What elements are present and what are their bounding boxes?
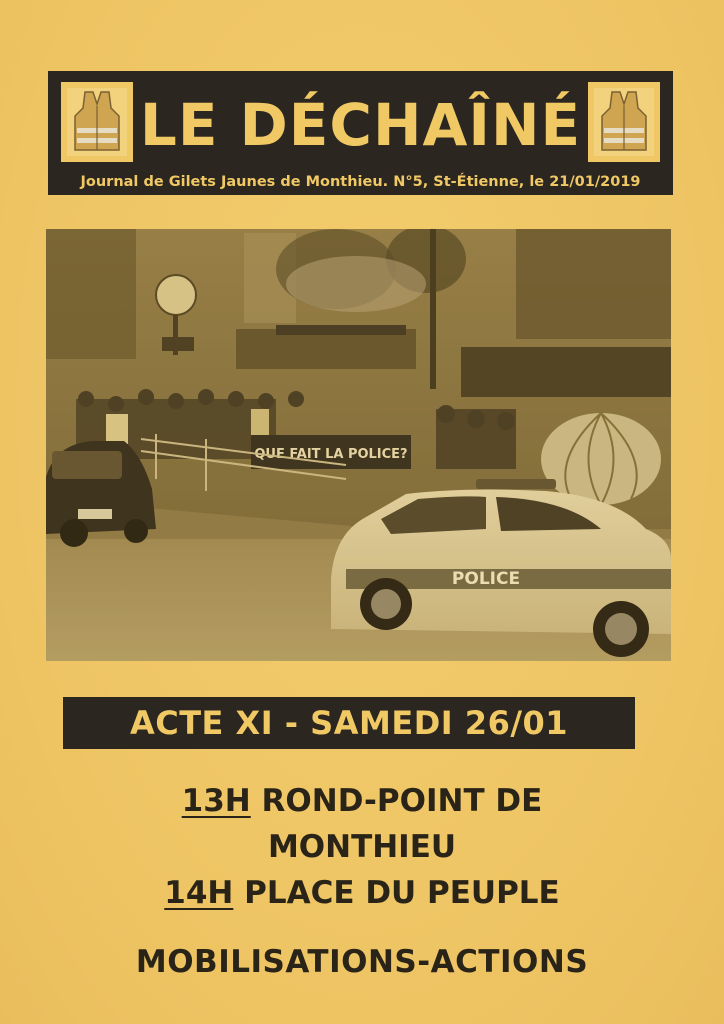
schedule-line-2: MONTHIEU <box>267 829 457 865</box>
footer-slogan: MOBILISATIONS-ACTIONS <box>135 944 589 980</box>
protest-photo <box>46 229 671 661</box>
schedule-line-1 <box>60 778 664 824</box>
schedule <box>60 778 664 916</box>
place-2: PLACE DU PEUPLE <box>233 875 560 911</box>
masthead <box>48 71 673 195</box>
yellow-vest-icon <box>588 82 660 162</box>
newspaper-title: LE DÉCHAÎNÉ <box>139 91 582 159</box>
protest-sign: QUE FAIT LA POLICE? <box>254 447 408 462</box>
schedule-line-3 <box>60 870 664 916</box>
police-car-text: POLICE <box>451 569 521 589</box>
time-2: 14H <box>164 875 234 911</box>
act-banner: ACTE XI - SAMEDI 26/01 <box>63 697 635 749</box>
place-1a: ROND-POINT DE <box>250 783 543 819</box>
newspaper-subtitle: Journal de Gilets Jaunes de Monthieu. N°5, St-Étienne, le 21/01/2019 <box>80 174 641 190</box>
time-1: 13H <box>181 783 251 819</box>
yellow-vest-icon <box>61 82 133 162</box>
